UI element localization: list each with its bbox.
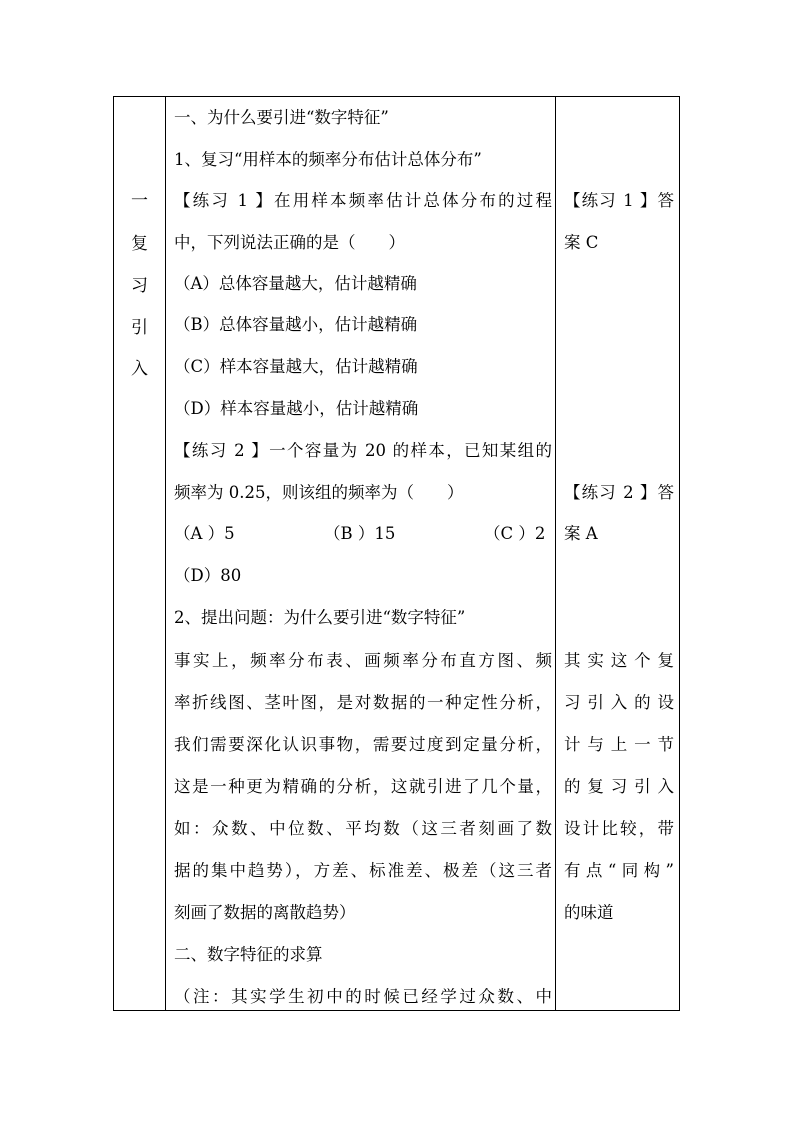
exercise1-line2: 中，下列说法正确的是（ ）	[174, 233, 405, 252]
paragraph-line: 这是一种更为精确的分析，这就引进了几个量，	[174, 777, 552, 796]
paragraph-line: 事实上，频率分布表、画频率分布直方图、频	[174, 651, 552, 670]
paragraph-line: 据的集中趋势），方差、标准差、极差（这三者	[174, 861, 552, 880]
comment-line: 有点“同构”	[564, 861, 674, 880]
heading-numeric-features: 二、数字特征的求算	[174, 945, 323, 964]
paragraph-line: 如：众数、中位数、平均数（这三者刻画了数	[174, 819, 552, 838]
paragraph-line: 刻画了数据的离散趋势）	[174, 903, 356, 922]
subheading-question: 2、提出问题：为什么要引进“数字特征”	[174, 608, 466, 627]
comment-line: 计与上一节	[564, 735, 674, 754]
exercise2-option-a: （A ）5	[174, 524, 235, 543]
section-label-column	[114, 97, 165, 1010]
answer2-line1: 【练习 2 】答	[564, 483, 674, 502]
section-label-char: 习	[131, 276, 148, 296]
column-divider-1	[165, 97, 166, 1010]
comment-line: 设计比较，带	[564, 819, 674, 838]
exercise1-option-d: （D）样本容量越小，估计越精确	[174, 399, 419, 418]
section-label-char: 引	[131, 318, 148, 338]
column-divider-2	[555, 97, 556, 1010]
subheading-review: 1、复习“用样本的频率分布估计总体分布”	[174, 150, 482, 169]
lesson-table	[113, 96, 680, 1011]
comment-line: 习引入的设	[564, 693, 674, 712]
exercise2-option-d: （D）80	[174, 566, 242, 585]
comment-line: 的复习引入	[564, 777, 674, 796]
section-label-char: 一	[131, 191, 148, 211]
comment-line: 其实这个复	[564, 651, 674, 670]
paragraph-line: 率折线图、茎叶图，是对数据的一种定性分析，	[174, 693, 552, 712]
section-label-char: 复	[131, 234, 148, 254]
answer2-line2: 案 A	[564, 524, 598, 543]
exercise2-option-b: （B ）15	[324, 524, 396, 543]
exercise2-line2: 频率为 0.25，则该组的频率为（ ）	[174, 483, 464, 502]
exercise1-option-c: （C）样本容量越大，估计越精确	[174, 357, 418, 376]
answer1-line2: 案 C	[564, 233, 599, 252]
section-label-char: 入	[131, 359, 148, 379]
paragraph-line: 我们需要深化认识事物，需要过度到定量分析，	[174, 735, 552, 754]
exercise1-line1: 【练习 1 】在用样本频率估计总体分布的过程	[174, 191, 552, 210]
note-line: （注：其实学生初中的时候已经学过众数、中	[174, 987, 552, 1006]
exercise1-option-b: （B）总体容量越小，估计越精确	[174, 315, 418, 334]
exercise2-option-c: （C ）2	[484, 524, 546, 543]
exercise2-line1: 【练习 2 】一个容量为 20 的样本，已知某组的	[174, 441, 552, 460]
comment-line: 的味道	[564, 903, 614, 922]
heading-why-numeric-features: 一、为什么要引进“数字特征”	[174, 108, 389, 127]
exercise1-option-a: （A）总体容量越大，估计越精确	[174, 274, 417, 293]
answer1-line1: 【练习 1 】答	[564, 191, 674, 210]
